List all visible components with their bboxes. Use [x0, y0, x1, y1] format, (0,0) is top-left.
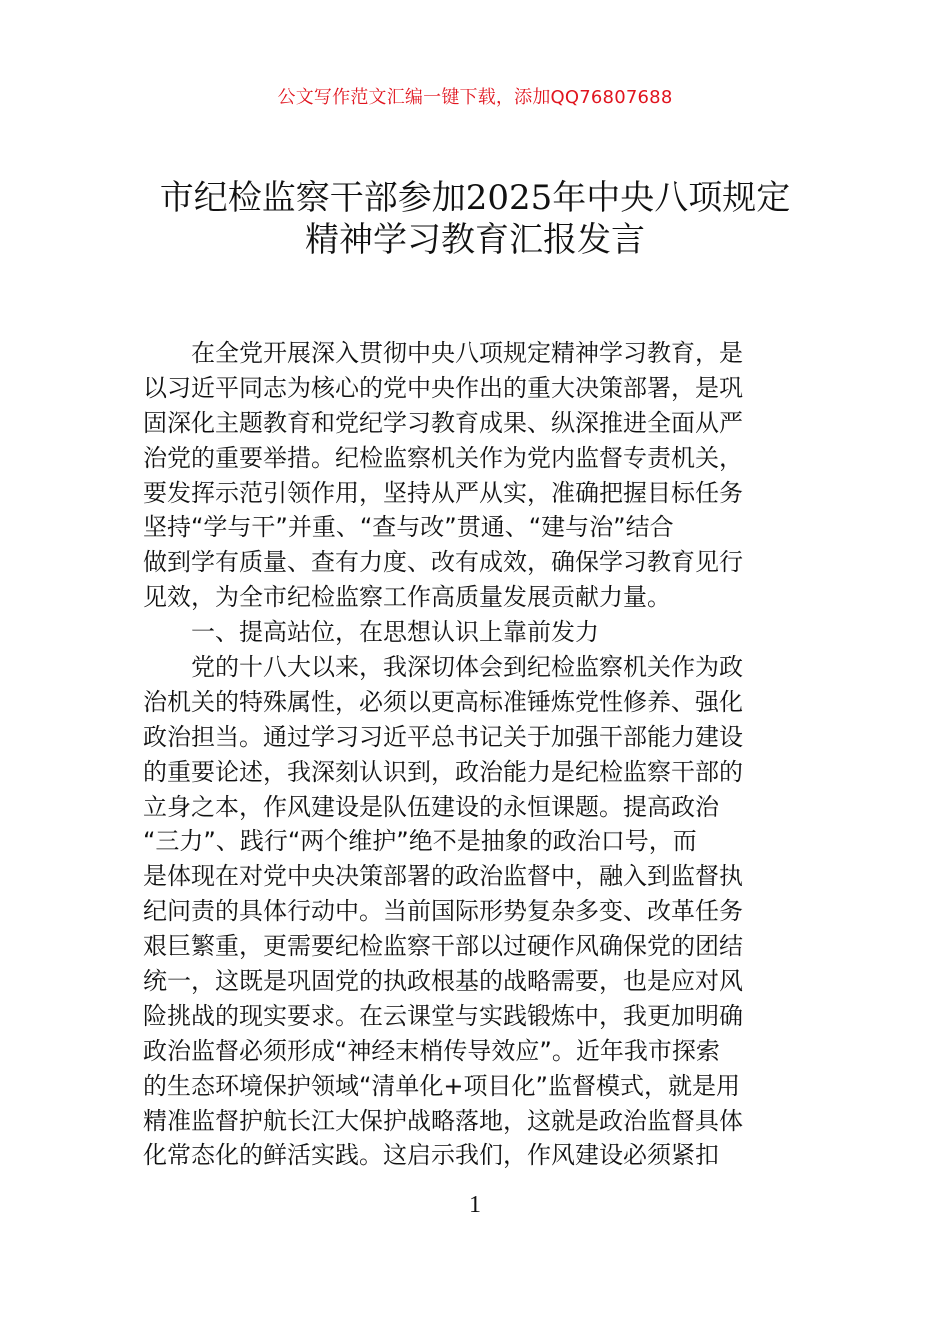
body-line: 要发挥示范引领作用，坚持从严从实，准确把握目标任务: [143, 478, 743, 507]
body-line: “三力”、践行“两个维护”绝不是抽象的政治口号，而: [143, 827, 697, 856]
body-line: 纪问责的具体行动中。当前国际形势复杂多变、改革任务: [143, 897, 743, 926]
document-title-line-2: 精神学习教育汇报发言: [305, 220, 645, 260]
body-line: 立身之本，作风建设是队伍建设的永恒课题。提高政治: [143, 792, 719, 821]
body-line: 党的十八大以来，我深切体会到纪检监察机关作为政: [191, 653, 743, 682]
body-line: 政治监督必须形成“神经末梢传导效应”。近年我市探索: [143, 1036, 720, 1065]
body-line: 险挑战的现实要求。在云课堂与实践锻炼中，我更加明确: [143, 1001, 743, 1030]
body-line: 做到学有质量、查有力度、改有成效，确保学习教育见行: [143, 548, 743, 577]
body-line: 统一，这既是巩固党的执政根基的战略需要，也是应对风: [143, 967, 743, 996]
body-line: 在全党开展深入贯彻中央八项规定精神学习教育，是: [191, 339, 743, 367]
body-line: 治机关的特殊属性，必须以更高标准锤炼党性修养、强化: [143, 687, 743, 716]
body-line: 见效，为全市纪检监察工作高质量发展贡献力量。: [143, 583, 671, 612]
body-line: 化常态化的鲜活实践。这启示我们，作风建设必须紧扣: [143, 1141, 719, 1170]
body-line: 是体现在对党中央决策部署的政治监督中，融入到监督执: [143, 862, 743, 891]
body-line: 治党的重要举措。纪检监察机关作为党内监督专责机关，: [143, 443, 743, 472]
body-line: 艰巨繁重，更需要纪检监察干部以过硬作风确保党的团结: [143, 932, 743, 961]
body-line: 的生态环境保护领域“清单化+项目化”监督模式，就是用: [143, 1071, 740, 1100]
page-number: 1: [469, 1192, 481, 1218]
body-line: 坚持“学与干”并重、“查与改”贯通、“建与治”结合: [143, 513, 674, 542]
body-line: 政治担当。通过学习习近平总书记关于加强干部能力建设: [143, 722, 743, 751]
document-title-line-1: 市纪检监察干部参加2025年中央八项规定: [159, 178, 791, 218]
download-notice: 公文写作范文汇编一键下载，添加QQ76807688: [277, 87, 673, 108]
document-body: [143, 336, 815, 1173]
body-line: 固深化主题教育和党纪学习教育成果、纵深推进全面从严: [143, 408, 743, 437]
body-line: 的重要论述，我深刻认识到，政治能力是纪检监察干部的: [143, 757, 743, 786]
body-line: 以习近平同志为核心的党中央作出的重大决策部署，是巩: [143, 373, 743, 402]
section-heading: 一、提高站位，在思想认识上靠前发力: [191, 618, 599, 647]
body-line: 精准监督护航长江大保护战略落地，这就是政治监督具体: [143, 1106, 743, 1135]
